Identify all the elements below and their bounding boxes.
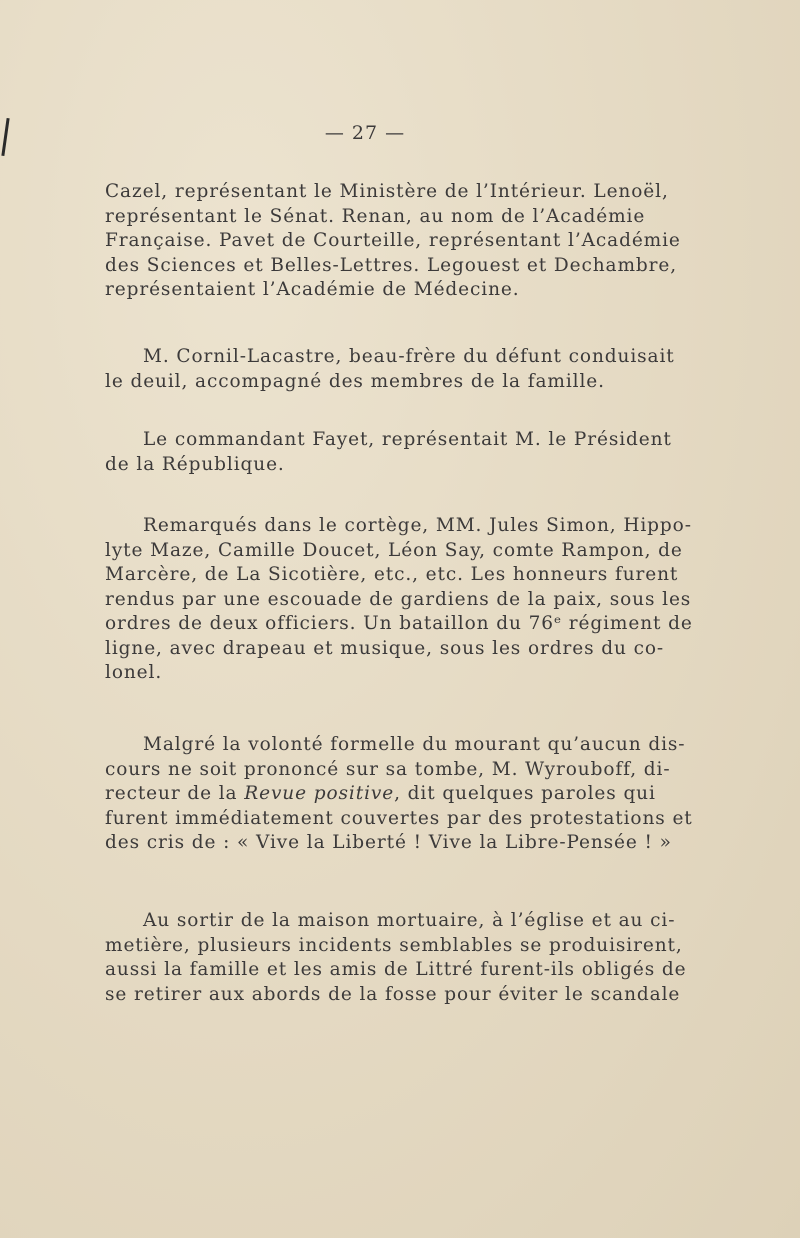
text-line: Le commandant Fayet, représentait M. le Président — [143, 429, 672, 450]
text-line: Cazel, représentant le Ministère de l’Intérieur. Lenoël, — [105, 181, 669, 202]
text-line: lonel. — [105, 662, 163, 683]
paragraph-2 — [105, 345, 675, 394]
paragraph-6 — [105, 909, 687, 1007]
text-line: Remarqués dans le cortège, MM. Jules Simon, Hippo- — [143, 515, 692, 536]
text-fragment: recteur de la — [105, 783, 245, 804]
text-line: furent immédiatement couvertes par des protestations et — [105, 807, 693, 829]
text-line: M. Cornil-Lacastre, beau-frère du défunt conduisait — [143, 346, 675, 367]
text-line: aussi la famille et les amis de Littré furent-ils obligés de — [105, 959, 687, 980]
paragraph-3 — [105, 428, 672, 477]
text-line: Malgré la volonté formelle du mourant qu’aucun dis- — [143, 734, 686, 755]
text-line: cours ne soit prononcé sur sa tombe, M. Wyrouboff, di- — [105, 758, 671, 780]
text-line: Française. Pavet de Courteille, représentant l’Académie — [105, 230, 681, 251]
text-line: ligne, avec drapeau et musique, sous les ordres du co- — [105, 637, 665, 659]
paragraph-5 — [105, 733, 693, 856]
text-fragment: , dit quelques paroles qui — [394, 783, 656, 804]
text-line: représentant le Sénat. Renan, au nom de l’Académie — [105, 205, 646, 227]
text-line: ordres de deux officiers. Un bataillon du 76ᵉ régiment de — [105, 613, 693, 634]
text-line: le deuil, accompagné des membres de la famille. — [105, 370, 605, 392]
journal-title: Revue positive — [244, 783, 395, 804]
page-number: — 27 — — [324, 122, 406, 144]
paragraph-4 — [105, 514, 693, 686]
text-line — [105, 782, 656, 807]
text-line: de la République. — [105, 453, 285, 475]
text-line: des Sciences et Belles-Lettres. Legouest et Dechambre, — [105, 254, 678, 276]
text-line: se retirer aux abords de la fosse pour éviter le scandale — [105, 983, 681, 1005]
text-line: des cris de : « Vive la Liberté ! Vive la Libre-Pensée ! » — [105, 832, 672, 853]
text-line: metière, plusieurs incidents semblables se produisirent, — [105, 934, 683, 956]
text-line: Au sortir de la maison mortuaire, à l’église et au ci- — [143, 910, 676, 931]
text-line: Marcère, de La Sicotière, etc., etc. Les honneurs furent — [105, 564, 679, 585]
paragraph-1 — [105, 180, 681, 303]
text-line: lyte Maze, Camille Doucet, Léon Say, comte Rampon, de — [105, 539, 683, 561]
text-line: représentaient l’Académie de Médecine. — [105, 279, 520, 300]
text-line: rendus par une escouade de gardiens de la paix, sous les — [105, 588, 692, 610]
